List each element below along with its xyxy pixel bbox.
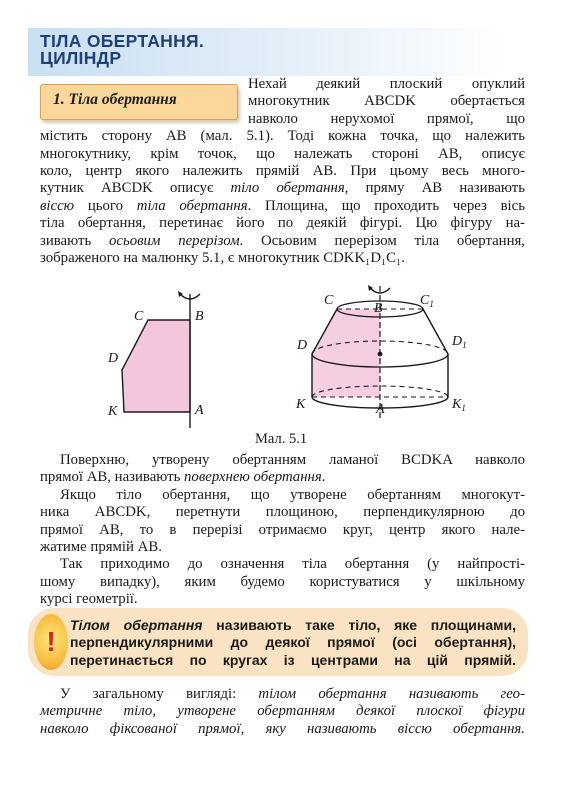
label-c1: $C_1$	[420, 293, 434, 309]
body-line: Так приходимо до означення тіла обертання (у найпрості-	[60, 556, 525, 573]
summary-line: метричне тіло, утворене обертанням деякої плоскої фігури	[40, 703, 525, 720]
label-k: K	[296, 397, 306, 412]
definition-line: перетинається по кругах із центрами на цій прямій.	[70, 651, 516, 668]
body-line: прямої AB, називають поверхнею обертання.	[40, 469, 326, 486]
body-line: ника ABCDK, перетнути площиною, перпендикулярною до	[40, 504, 525, 521]
summary-line: У загальному вигляді: тілом обертання називають гео-	[60, 686, 525, 702]
section-label-text: 1. Тіла обертання	[53, 91, 177, 108]
term-body-of-revolution: тіло обертання	[230, 180, 345, 197]
chapter-title	[40, 31, 205, 69]
exclamation-icon: !	[34, 614, 68, 670]
label-b: B	[195, 309, 204, 324]
body-line: Поверхню, утворену обертанням ламаної BCDKA навколо	[60, 452, 525, 468]
term-axis: віссю	[40, 197, 75, 214]
intro-line: містить сторону AB (мал. 5.1). Тоді кожна точка, що належить	[40, 128, 525, 145]
term-surface-of-revolution: поверхнею обертання	[184, 469, 322, 486]
term-body-of-revolution: Тілом обертання	[70, 617, 203, 633]
intro-line: многокутнику, крім точок, що належать стороні AB, описує	[40, 145, 525, 162]
label-c: C	[134, 309, 144, 324]
label-d: D	[297, 338, 308, 353]
definition-box	[28, 608, 528, 676]
term-axial-section: осьовим перерізом	[109, 232, 240, 249]
definition-text	[70, 617, 516, 669]
label-b: B	[374, 301, 383, 316]
intro-line: зивають осьовим перерізом. Осьовим перерізом тіла обертання,	[40, 232, 525, 249]
label-k: K	[108, 404, 118, 419]
definition-line: Тілом обертання називають таке тіло, яке площинами,	[70, 617, 516, 633]
label-a: A	[195, 403, 204, 418]
figure-5-1	[90, 282, 490, 428]
intro-line: зображеного на малюнку 5.1, є многокутник CDKK₁D₁C₁.	[40, 249, 405, 266]
intro-line: Нехай деякий плоский опуклий	[248, 76, 525, 92]
body-line: прямої AB, то в перерізі отримаємо круг, центр якого нале-	[40, 521, 525, 538]
body-line: курсі геометрії.	[40, 591, 138, 608]
body-line: шому випадку), яким будемо користуватися у шкільному	[40, 573, 525, 590]
figure-caption: Мал. 5.1	[255, 431, 308, 447]
definition-line: перпендикулярними до деякої прямої (осі обертання),	[70, 634, 516, 651]
intro-line: віссю цього тіла обертання. Площина, що проходить через вісь	[40, 197, 525, 214]
intro-line: навколо нерухомої прямої, що	[248, 110, 525, 127]
label-d1: $D_1$	[452, 334, 467, 350]
label-c: C	[324, 293, 334, 308]
chapter-header	[28, 28, 508, 76]
intro-line: кутник ABCDK описує тіло обертання, пряму AB називають	[40, 180, 525, 197]
chapter-title-line2: ЦИЛІНДР	[40, 48, 122, 69]
chapter-title-line1: ТІЛА ОБЕРТАННЯ.	[40, 31, 205, 51]
body-line: жатиме прямій AB.	[40, 538, 162, 555]
intro-line: тіла обертання, перетинає його по деякій фігурі. Цю фігуру на-	[40, 215, 525, 232]
intro-line: многокутник ABCDK обертається	[248, 93, 525, 110]
label-a: A	[376, 402, 385, 417]
intro-line: коло, центр якого належить прямій AB. При цьому весь много-	[40, 162, 525, 179]
label-d: D	[108, 351, 119, 366]
body-line: Якщо тіло обертання, що утворене обертанням многокут-	[60, 486, 525, 503]
section-label	[40, 84, 238, 120]
label-k1: $K_1$	[452, 397, 466, 413]
body-paragraphs	[40, 452, 525, 609]
summary-line: навколо фіксованої прямої, яку називають віссю обертання.	[40, 720, 525, 737]
summary-paragraph	[40, 686, 525, 738]
